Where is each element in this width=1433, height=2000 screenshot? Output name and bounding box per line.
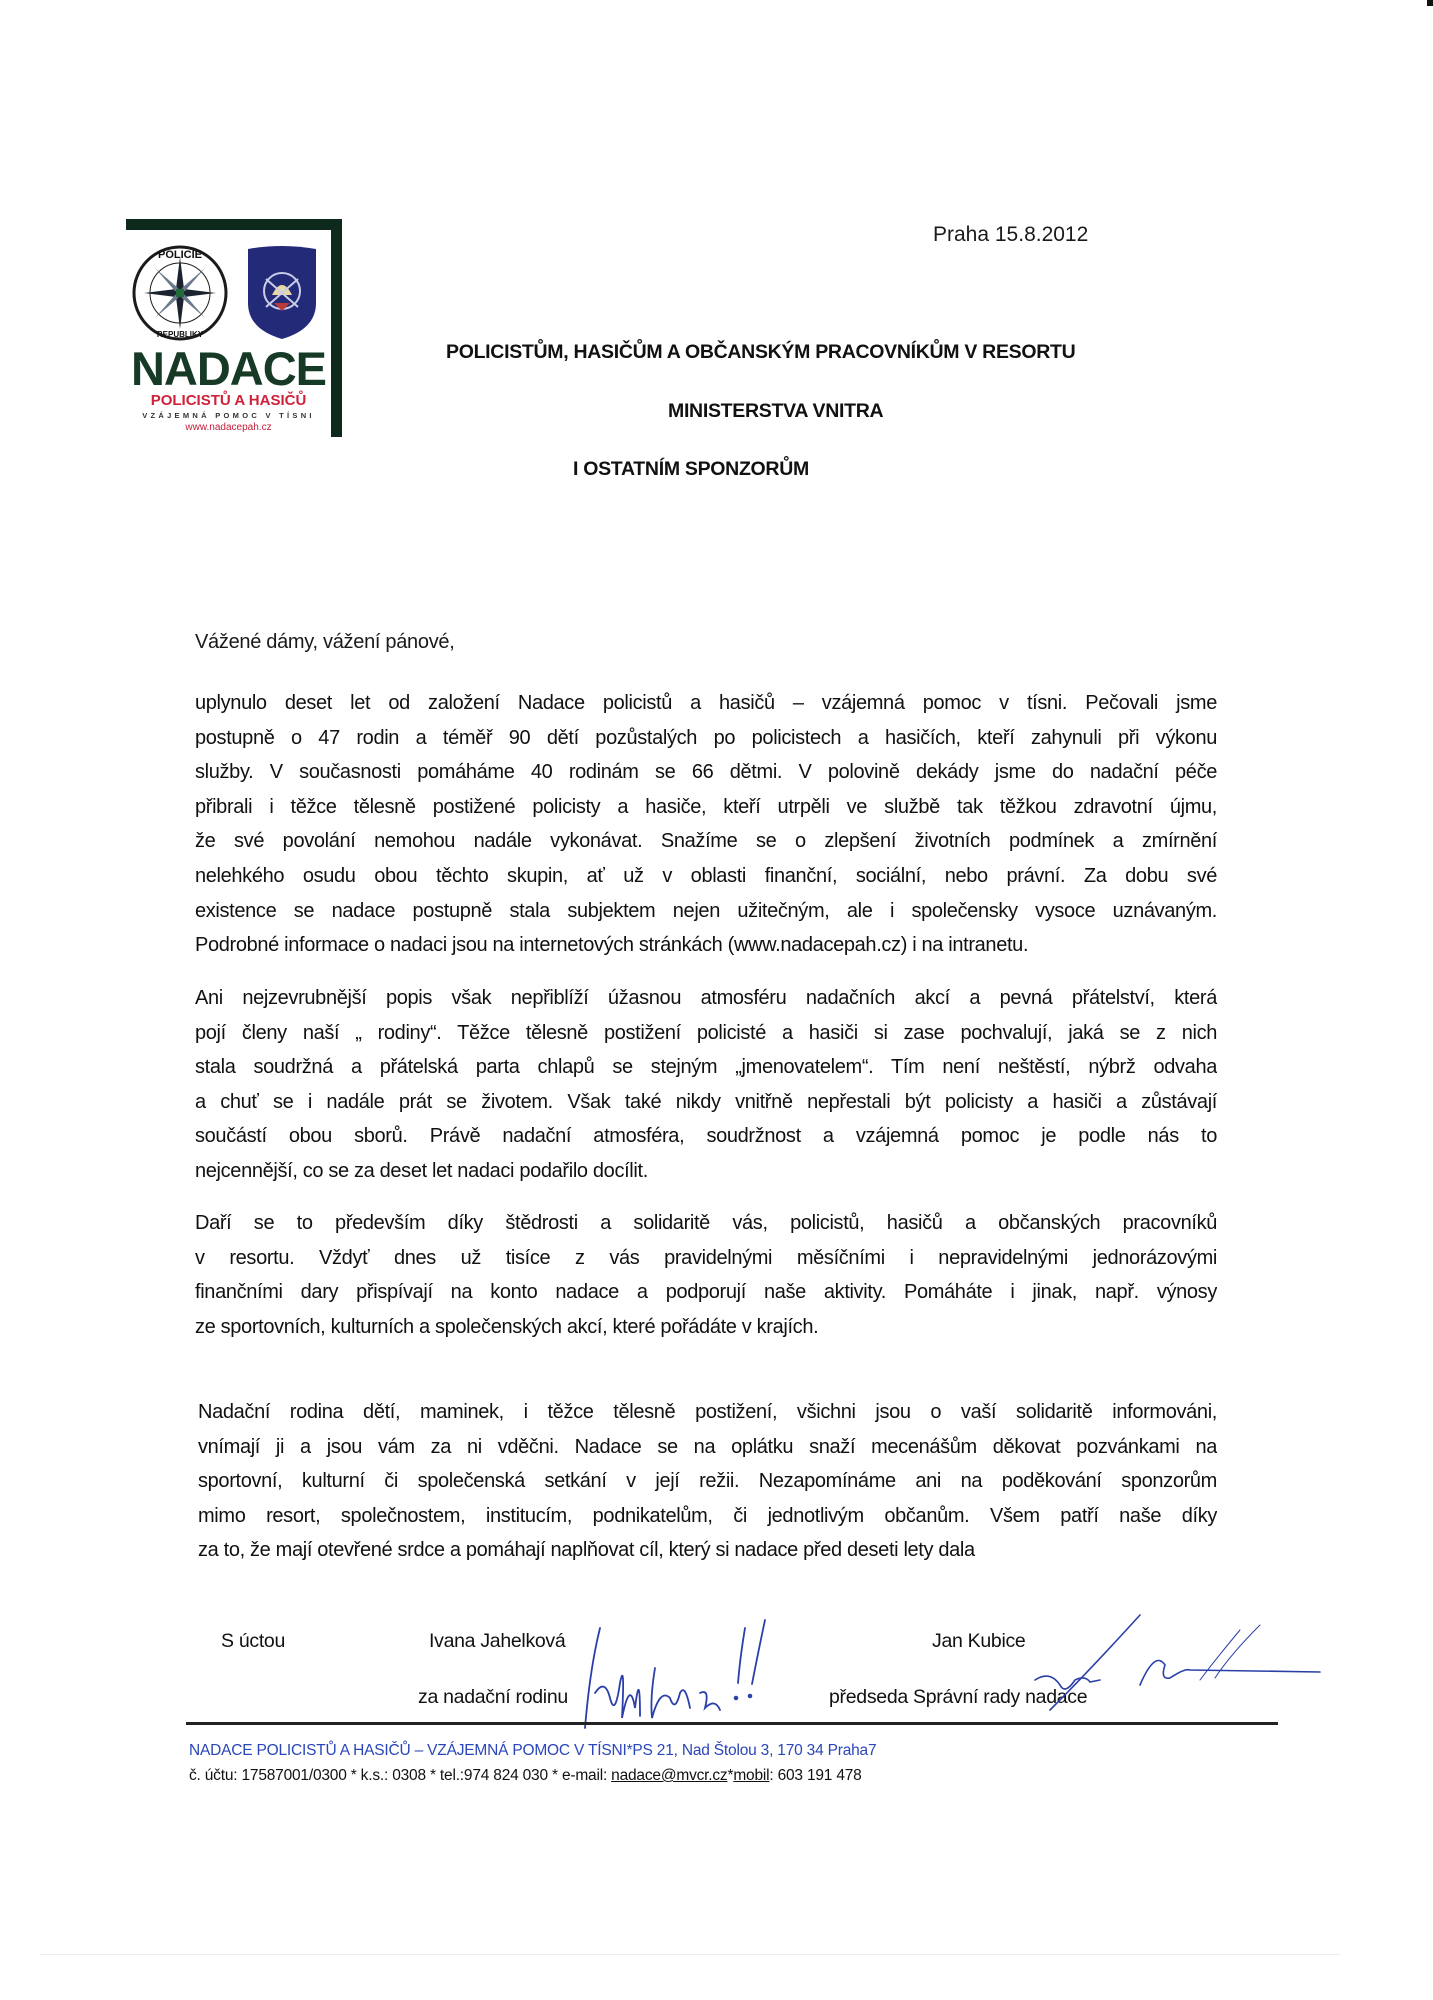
logo-subtitle: POLICISTŮ A HASIČŮ bbox=[150, 392, 307, 409]
paragraph-line: stala soudržná a přátelská parta chlapů se stejným „jmenovatelem“. Tím není neštěstí, nýbrž odvaha bbox=[195, 1056, 1217, 1079]
signer-2-name: Jan Kubice bbox=[932, 1630, 1026, 1652]
paragraph-line: pojí členy naší „ rodiny“. Těžce tělesně postižení policisté a hasiči si zase pochvalují, jaká se z nich bbox=[195, 1021, 1217, 1044]
footer-account-phone: č. účtu: 17587001/0300 * k.s.: 0308 * tel.:974 824 030 * e-mail: bbox=[189, 1767, 612, 1784]
paragraph-line: součástí obou sborů. Právě nadační atmosféra, soudržnost a vzájemná pomoc je podle nás to bbox=[195, 1125, 1217, 1148]
scan-artifact-line bbox=[40, 1954, 1340, 1955]
signer-1-role: za nadační rodinu bbox=[418, 1686, 568, 1708]
foundation-logo bbox=[126, 219, 342, 437]
paragraph-line: finančními dary přispívají na konto nadace a podporují naše aktivity. Pomáháte i jinak, např. výnosy bbox=[195, 1281, 1217, 1304]
body-paragraph-3 bbox=[195, 1206, 1217, 1344]
paragraph-line: ze sportovních, kulturních a společenských akcí, které pořádáte v krajích. bbox=[195, 1315, 819, 1338]
paragraph-line: postupně o 47 rodin a téměř 90 dětí pozůstalých po policistech a hasičích, kteří zahynuli při výkonu bbox=[195, 726, 1217, 749]
paragraph-line: a chuť se i nadále prát se životem. Však také nikdy vnitřně nepřestali být policisty a hasiči a zůstávají bbox=[195, 1090, 1217, 1113]
body-paragraph-4 bbox=[198, 1395, 1217, 1568]
closing-salutation: S úctou bbox=[221, 1630, 286, 1652]
paragraph-line: v resortu. Vždyť dnes už tisíce z vás pravidelnými měsíčními i nepravidelnými jednorázovými bbox=[195, 1246, 1217, 1269]
footer-mobil-label: mobil bbox=[733, 1767, 770, 1784]
paragraph-line: přibrali i těžce tělesně postižené policisty a hasiče, kteří utrpěli ve službě tak těžkou zdravotní újmu, bbox=[195, 795, 1217, 818]
paragraph-line: nejcennější, co se za deset let nadaci podařilo docílit. bbox=[195, 1159, 648, 1182]
paragraph-line: Ani nejzevrubnější popis však nepřiblíží úžasnou atmosféru nadačních akcí a pevná přátelství, která bbox=[195, 987, 1217, 1009]
paragraph-line: Podrobné informace o nadaci jsou na internetových stránkách (www.nadacepah.cz) i na intranetu. bbox=[195, 934, 1029, 957]
paragraph-line: nelehkého osudu obou těchto skupin, ať už v oblasti finanční, sociální, nebo právní. Za dobu své bbox=[195, 864, 1217, 887]
footer-mobil-number: : 603 191 478 bbox=[769, 1767, 862, 1784]
paragraph-line: existence se nadace postupně stala subjektem nejen užitečným, ale i společensky vysoce uznávaným. bbox=[195, 899, 1217, 922]
paragraph-line: že své povolání nemohou nadále vykonávat. Snažíme se o zlepšení životních podmínek a zmírnění bbox=[195, 830, 1217, 853]
footer-contacts bbox=[189, 1767, 862, 1785]
paragraph-line: uplynulo deset let od založení Nadace policistů a hasičů – vzájemná pomoc v tísni. Pečovali jsme bbox=[195, 692, 1217, 714]
letter-date: Praha 15.8.2012 bbox=[933, 223, 1089, 246]
letter-greeting: Vážené dámy, vážení pánové, bbox=[195, 631, 455, 653]
scan-corner-mark bbox=[1427, 0, 1433, 6]
svg-text:POLICIE: POLICIE bbox=[157, 249, 203, 261]
police-star-badge-icon bbox=[130, 243, 230, 343]
body-paragraph-1 bbox=[195, 686, 1217, 963]
handwritten-signature-1 bbox=[560, 1598, 810, 1738]
paragraph-line: mimo resort, společnostem, institucím, podnikatelům, či jednotlivým občanům. Všem patří naše díky bbox=[198, 1504, 1217, 1527]
logo-url: www.nadacepah.cz bbox=[185, 422, 272, 433]
letter-heading-line-1: POLICISTŮM, HASIČŮM A OBČANSKÝM PRACOVNÍKŮM V RESORTU bbox=[446, 341, 1076, 363]
paragraph-line: služby. V současnosti pomáháme 40 rodinám se 66 dětmi. V polovině dekády jsme do nadační péče bbox=[195, 761, 1217, 784]
paragraph-line: Daří se to především díky štědrosti a solidaritě vás, policistů, hasičů a občanských pracovníků bbox=[195, 1212, 1217, 1234]
footer-separator: * bbox=[727, 1767, 734, 1784]
letter-heading-line-3: I OSTATNÍM SPONZORŮM bbox=[573, 458, 809, 480]
logo-title: NADACE bbox=[130, 342, 327, 395]
footer-email-link[interactable]: nadace@mvcr.cz bbox=[611, 1767, 728, 1784]
letter-heading-line-2: MINISTERSTVA VNITRA bbox=[668, 400, 884, 422]
paragraph-line: za to, že mají otevřené srdce a pomáhají naplňovat cíl, který si nadace před deseti lety dala bbox=[198, 1539, 975, 1562]
signer-1-name: Ivana Jahelková bbox=[429, 1630, 566, 1652]
footer-address: NADACE POLICISTŮ A HASIČŮ – VZÁJEMNÁ POMOC V TÍSNI*PS 21, Nad Štolou 3, 170 34 Praha7 bbox=[189, 1742, 877, 1759]
signer-2-role: předseda Správní rady nadace bbox=[829, 1686, 1088, 1708]
logo-frame bbox=[126, 219, 342, 230]
paragraph-line: Nadační rodina dětí, maminek, i těžce tělesně postižení, všichni jsou o vaší solidaritě informováni, bbox=[198, 1401, 1217, 1423]
svg-text:REPUBLIKY: REPUBLIKY bbox=[156, 330, 204, 339]
footer-divider bbox=[186, 1722, 1278, 1725]
paragraph-line: sportovní, kulturní či společenská setkání v její režii. Nezapomínáme ani na poděkování sponzorům bbox=[198, 1470, 1217, 1493]
handwritten-signature-2 bbox=[990, 1610, 1330, 1720]
body-paragraph-2 bbox=[195, 981, 1217, 1189]
firefighters-shield-icon bbox=[244, 245, 320, 341]
logo-tagline: VZÁJEMNÁ POMOC V TÍSNI bbox=[142, 411, 315, 420]
logo-frame bbox=[331, 219, 342, 437]
paragraph-line: vnímají ji a jsou vám za ni vděčni. Nadace se na oplátku snaží mecenášům děkovat pozvánkami na bbox=[198, 1435, 1217, 1458]
